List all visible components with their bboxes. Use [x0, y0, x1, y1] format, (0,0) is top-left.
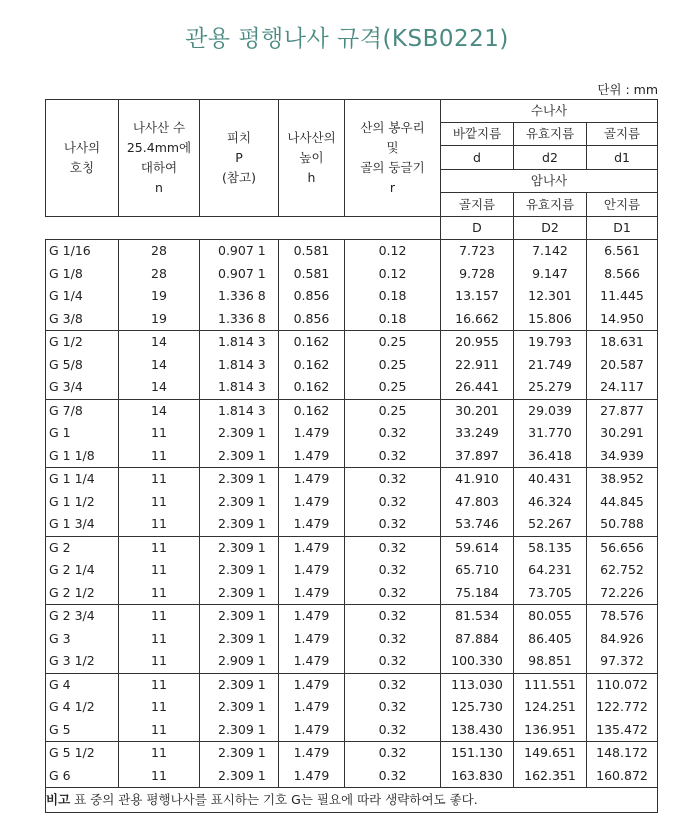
cell-pitch-dia: 98.851	[514, 650, 587, 673]
cell-radius: 0.32	[345, 582, 441, 605]
table-note	[46, 788, 658, 813]
cell-threads-per-inch: 28	[119, 240, 200, 263]
cell-pitch-dia: 124.251	[514, 696, 587, 719]
cell-pitch: 2.309 1	[200, 628, 279, 651]
cell-pitch: 2.309 1	[200, 468, 279, 491]
cell-minor-dia: 34.939	[587, 445, 658, 468]
cell-radius: 0.32	[345, 468, 441, 491]
cell-radius: 0.32	[345, 673, 441, 696]
note-label: 비고	[46, 792, 71, 807]
cell-minor-dia: 18.631	[587, 331, 658, 354]
cell-minor-dia: 110.072	[587, 673, 658, 696]
cell-minor-dia: 135.472	[587, 719, 658, 742]
cell-threads-per-inch: 11	[119, 719, 200, 742]
cell-pitch-dia: 21.749	[514, 354, 587, 377]
table-row	[46, 605, 658, 628]
cell-thread-height: 1.479	[279, 765, 345, 788]
table-row	[46, 285, 658, 308]
cell-pitch-dia: 73.705	[514, 582, 587, 605]
table-body	[46, 240, 658, 788]
cell-threads-per-inch: 14	[119, 354, 200, 377]
cell-radius: 0.25	[345, 399, 441, 422]
cell-radius: 0.32	[345, 559, 441, 582]
table-row	[46, 742, 658, 765]
cell-pitch: 1.336 8	[200, 308, 279, 331]
cell-pitch: 2.309 1	[200, 719, 279, 742]
table-row	[46, 582, 658, 605]
table-row	[46, 696, 658, 719]
cell-threads-per-inch: 28	[119, 263, 200, 286]
cell-designation: G 5 1/2	[46, 742, 119, 765]
header-external-thread: 수나사	[441, 100, 658, 123]
cell-radius: 0.18	[345, 308, 441, 331]
cell-pitch-dia: 136.951	[514, 719, 587, 742]
header-int-minor-dia	[587, 193, 658, 217]
cell-minor-dia: 78.576	[587, 605, 658, 628]
cell-radius: 0.32	[345, 719, 441, 742]
cell-radius: 0.32	[345, 536, 441, 559]
table-row	[46, 536, 658, 559]
header-pitch-dia: 유효지름	[514, 122, 587, 146]
cell-minor-dia: 24.117	[587, 376, 658, 399]
cell-major-dia: 163.830	[441, 765, 514, 788]
cell-major-dia: 20.955	[441, 331, 514, 354]
cell-thread-height: 1.479	[279, 536, 345, 559]
cell-pitch-dia: 7.142	[514, 240, 587, 263]
cell-thread-height: 1.479	[279, 696, 345, 719]
cell-thread-height: 0.162	[279, 331, 345, 354]
cell-threads-per-inch: 11	[119, 582, 200, 605]
cell-major-dia: 26.441	[441, 376, 514, 399]
cell-thread-height: 1.479	[279, 513, 345, 536]
table-row	[46, 445, 658, 468]
cell-major-dia: 47.803	[441, 491, 514, 514]
cell-minor-dia: 148.172	[587, 742, 658, 765]
cell-pitch: 1.336 8	[200, 285, 279, 308]
cell-major-dia: 87.884	[441, 628, 514, 651]
table-row	[46, 628, 658, 651]
cell-pitch-dia: 29.039	[514, 399, 587, 422]
cell-designation: G 4 1/2	[46, 696, 119, 719]
cell-pitch-dia: 15.806	[514, 308, 587, 331]
cell-designation: G 2 1/4	[46, 559, 119, 582]
cell-pitch-dia: 86.405	[514, 628, 587, 651]
cell-thread-height: 0.581	[279, 263, 345, 286]
cell-pitch-dia: 25.279	[514, 376, 587, 399]
header-int-major-sym: D	[441, 216, 514, 240]
thread-spec-table	[45, 99, 658, 813]
cell-threads-per-inch: 11	[119, 559, 200, 582]
cell-minor-dia: 27.877	[587, 399, 658, 422]
cell-thread-height: 0.162	[279, 376, 345, 399]
cell-thread-height: 1.479	[279, 559, 345, 582]
cell-thread-height: 1.479	[279, 650, 345, 673]
cell-pitch: 0.907 1	[200, 240, 279, 263]
cell-pitch: 2.309 1	[200, 491, 279, 514]
cell-pitch: 2.309 1	[200, 673, 279, 696]
cell-pitch: 2.309 1	[200, 422, 279, 445]
cell-minor-dia: 72.226	[587, 582, 658, 605]
cell-minor-dia: 14.950	[587, 308, 658, 331]
cell-pitch: 1.814 3	[200, 399, 279, 422]
cell-designation: G 1 3/4	[46, 513, 119, 536]
cell-designation: G 1	[46, 422, 119, 445]
cell-major-dia: 53.746	[441, 513, 514, 536]
header-pitch-sym: d2	[514, 146, 587, 170]
cell-pitch: 2.309 1	[200, 559, 279, 582]
cell-major-dia: 22.911	[441, 354, 514, 377]
header-int-minor-sym: D1	[587, 216, 658, 240]
table-row	[46, 468, 658, 491]
cell-pitch-dia: 58.135	[514, 536, 587, 559]
cell-pitch: 2.309 1	[200, 536, 279, 559]
cell-pitch-dia: 12.301	[514, 285, 587, 308]
cell-major-dia: 65.710	[441, 559, 514, 582]
cell-major-dia: 37.897	[441, 445, 514, 468]
cell-radius: 0.32	[345, 765, 441, 788]
table-row	[46, 422, 658, 445]
cell-threads-per-inch: 11	[119, 650, 200, 673]
cell-thread-height: 0.162	[279, 399, 345, 422]
cell-pitch: 2.309 1	[200, 513, 279, 536]
table-header	[46, 100, 658, 240]
table-row	[46, 719, 658, 742]
header-internal-thread: 암나사	[441, 169, 658, 193]
table-row	[46, 650, 658, 673]
cell-radius: 0.32	[345, 605, 441, 628]
cell-minor-dia: 160.872	[587, 765, 658, 788]
cell-major-dia: 7.723	[441, 240, 514, 263]
cell-minor-dia: 30.291	[587, 422, 658, 445]
cell-pitch-dia: 64.231	[514, 559, 587, 582]
cell-pitch: 2.309 1	[200, 445, 279, 468]
header-threads-per-inch: 나사산 수 25.4mm에 대하여 n	[119, 100, 200, 217]
cell-radius: 0.32	[345, 513, 441, 536]
cell-thread-height: 1.479	[279, 582, 345, 605]
cell-radius: 0.25	[345, 376, 441, 399]
table-row	[46, 263, 658, 286]
table-row	[46, 559, 658, 582]
header-minor-dia: 골지름	[587, 122, 658, 146]
cell-threads-per-inch: 11	[119, 765, 200, 788]
cell-thread-height: 1.479	[279, 445, 345, 468]
header-thread-height: 나사산의 높이 h	[279, 100, 345, 217]
note-text: 표 중의 관용 평행나사를 표시하는 기호 G는 필요에 따라 생략하여도 좋다.	[70, 792, 478, 807]
cell-pitch-dia: 52.267	[514, 513, 587, 536]
cell-pitch-dia: 9.147	[514, 263, 587, 286]
cell-minor-dia: 62.752	[587, 559, 658, 582]
cell-minor-dia: 20.587	[587, 354, 658, 377]
cell-designation: G 2 1/2	[46, 582, 119, 605]
header-int-pitch-dia	[514, 193, 587, 217]
cell-radius: 0.32	[345, 742, 441, 765]
cell-radius: 0.32	[345, 422, 441, 445]
cell-thread-height: 0.581	[279, 240, 345, 263]
cell-designation: G 3 1/2	[46, 650, 119, 673]
cell-radius: 0.32	[345, 650, 441, 673]
cell-designation: G 1/8	[46, 263, 119, 286]
header-minor-sym: d1	[587, 146, 658, 170]
cell-pitch-dia: 80.055	[514, 605, 587, 628]
cell-pitch-dia: 40.431	[514, 468, 587, 491]
table-row	[46, 354, 658, 377]
cell-major-dia: 113.030	[441, 673, 514, 696]
cell-pitch: 2.309 1	[200, 582, 279, 605]
cell-designation: G 7/8	[46, 399, 119, 422]
cell-radius: 0.25	[345, 354, 441, 377]
cell-pitch-dia: 46.324	[514, 491, 587, 514]
cell-designation: G 1/2	[46, 331, 119, 354]
page-title: 관용 평행나사 규격(KSB0221)	[185, 26, 509, 52]
cell-designation: G 5	[46, 719, 119, 742]
cell-major-dia: 100.330	[441, 650, 514, 673]
cell-major-dia: 41.910	[441, 468, 514, 491]
cell-threads-per-inch: 11	[119, 513, 200, 536]
cell-threads-per-inch: 11	[119, 445, 200, 468]
table-row	[46, 240, 658, 263]
cell-threads-per-inch: 19	[119, 308, 200, 331]
cell-major-dia: 9.728	[441, 263, 514, 286]
cell-pitch-dia: 31.770	[514, 422, 587, 445]
cell-threads-per-inch: 11	[119, 673, 200, 696]
cell-thread-height: 1.479	[279, 468, 345, 491]
cell-minor-dia: 38.952	[587, 468, 658, 491]
cell-threads-per-inch: 11	[119, 468, 200, 491]
table-row	[46, 399, 658, 422]
cell-pitch: 1.814 3	[200, 376, 279, 399]
cell-thread-height: 1.479	[279, 605, 345, 628]
cell-threads-per-inch: 11	[119, 628, 200, 651]
cell-major-dia: 59.614	[441, 536, 514, 559]
cell-designation: G 1/4	[46, 285, 119, 308]
cell-pitch: 2.909 1	[200, 650, 279, 673]
cell-pitch-dia: 111.551	[514, 673, 587, 696]
cell-threads-per-inch: 14	[119, 399, 200, 422]
cell-designation: G 5/8	[46, 354, 119, 377]
cell-pitch: 0.907 1	[200, 263, 279, 286]
cell-thread-height: 1.479	[279, 742, 345, 765]
header-int-major-label: 골지름	[458, 196, 496, 212]
cell-major-dia: 81.534	[441, 605, 514, 628]
cell-major-dia: 16.662	[441, 308, 514, 331]
cell-threads-per-inch: 11	[119, 536, 200, 559]
cell-pitch-dia: 36.418	[514, 445, 587, 468]
cell-designation: G 6	[46, 765, 119, 788]
cell-major-dia: 151.130	[441, 742, 514, 765]
cell-pitch: 1.814 3	[200, 331, 279, 354]
table-row	[46, 376, 658, 399]
cell-minor-dia: 8.566	[587, 263, 658, 286]
cell-thread-height: 1.479	[279, 673, 345, 696]
cell-minor-dia: 44.845	[587, 491, 658, 514]
cell-minor-dia: 122.772	[587, 696, 658, 719]
cell-threads-per-inch: 19	[119, 285, 200, 308]
cell-radius: 0.32	[345, 696, 441, 719]
cell-pitch-dia: 19.793	[514, 331, 587, 354]
cell-thread-height: 1.479	[279, 628, 345, 651]
cell-thread-height: 0.162	[279, 354, 345, 377]
cell-major-dia: 33.249	[441, 422, 514, 445]
cell-threads-per-inch: 11	[119, 605, 200, 628]
cell-threads-per-inch: 14	[119, 376, 200, 399]
cell-threads-per-inch: 14	[119, 331, 200, 354]
cell-major-dia: 138.430	[441, 719, 514, 742]
cell-thread-height: 1.479	[279, 422, 345, 445]
cell-thread-height: 0.856	[279, 308, 345, 331]
header-major-sym: d	[441, 146, 514, 170]
cell-minor-dia: 11.445	[587, 285, 658, 308]
cell-thread-height: 1.479	[279, 719, 345, 742]
cell-designation: G 1 1/2	[46, 491, 119, 514]
table-row	[46, 491, 658, 514]
cell-designation: G 4	[46, 673, 119, 696]
cell-designation: G 2 3/4	[46, 605, 119, 628]
cell-thread-height: 1.479	[279, 491, 345, 514]
cell-designation: G 2	[46, 536, 119, 559]
cell-radius: 0.32	[345, 445, 441, 468]
cell-threads-per-inch: 11	[119, 491, 200, 514]
header-radius: 산의 봉우리 및 골의 둥글기 r	[345, 100, 441, 217]
header-designation: 나사의 호칭	[46, 100, 119, 217]
cell-pitch-dia: 162.351	[514, 765, 587, 788]
cell-minor-dia: 97.372	[587, 650, 658, 673]
cell-designation: G 1 1/8	[46, 445, 119, 468]
cell-designation: G 3/8	[46, 308, 119, 331]
header-pitch: 피치 P (참고)	[200, 100, 279, 217]
cell-threads-per-inch: 11	[119, 696, 200, 719]
cell-pitch: 2.309 1	[200, 605, 279, 628]
cell-major-dia: 13.157	[441, 285, 514, 308]
cell-minor-dia: 56.656	[587, 536, 658, 559]
cell-radius: 0.18	[345, 285, 441, 308]
header-int-pitch-sym: D2	[514, 216, 587, 240]
cell-radius: 0.32	[345, 491, 441, 514]
cell-threads-per-inch: 11	[119, 422, 200, 445]
cell-pitch: 2.309 1	[200, 696, 279, 719]
cell-radius: 0.12	[345, 263, 441, 286]
header-major-dia: 바깥지름	[441, 122, 514, 146]
cell-pitch: 2.309 1	[200, 765, 279, 788]
cell-designation: G 1/16	[46, 240, 119, 263]
table-row	[46, 673, 658, 696]
cell-radius: 0.32	[345, 628, 441, 651]
cell-minor-dia: 84.926	[587, 628, 658, 651]
cell-pitch: 2.309 1	[200, 742, 279, 765]
cell-major-dia: 125.730	[441, 696, 514, 719]
header-int-major-dia	[441, 193, 514, 217]
table-row	[46, 765, 658, 788]
cell-designation: G 3	[46, 628, 119, 651]
header-int-pitch-label: 유효지름	[525, 196, 575, 212]
cell-radius: 0.25	[345, 331, 441, 354]
cell-major-dia: 30.201	[441, 399, 514, 422]
unit-label: 단위 : mm	[597, 82, 658, 97]
table-row	[46, 513, 658, 536]
cell-minor-dia: 6.561	[587, 240, 658, 263]
cell-pitch: 1.814 3	[200, 354, 279, 377]
table-row	[46, 331, 658, 354]
cell-pitch-dia: 149.651	[514, 742, 587, 765]
header-int-minor-label: 안지름	[603, 196, 641, 212]
cell-thread-height: 0.856	[279, 285, 345, 308]
cell-radius: 0.12	[345, 240, 441, 263]
cell-threads-per-inch: 11	[119, 742, 200, 765]
cell-minor-dia: 50.788	[587, 513, 658, 536]
table-row	[46, 308, 658, 331]
cell-major-dia: 75.184	[441, 582, 514, 605]
cell-designation: G 3/4	[46, 376, 119, 399]
cell-designation: G 1 1/4	[46, 468, 119, 491]
